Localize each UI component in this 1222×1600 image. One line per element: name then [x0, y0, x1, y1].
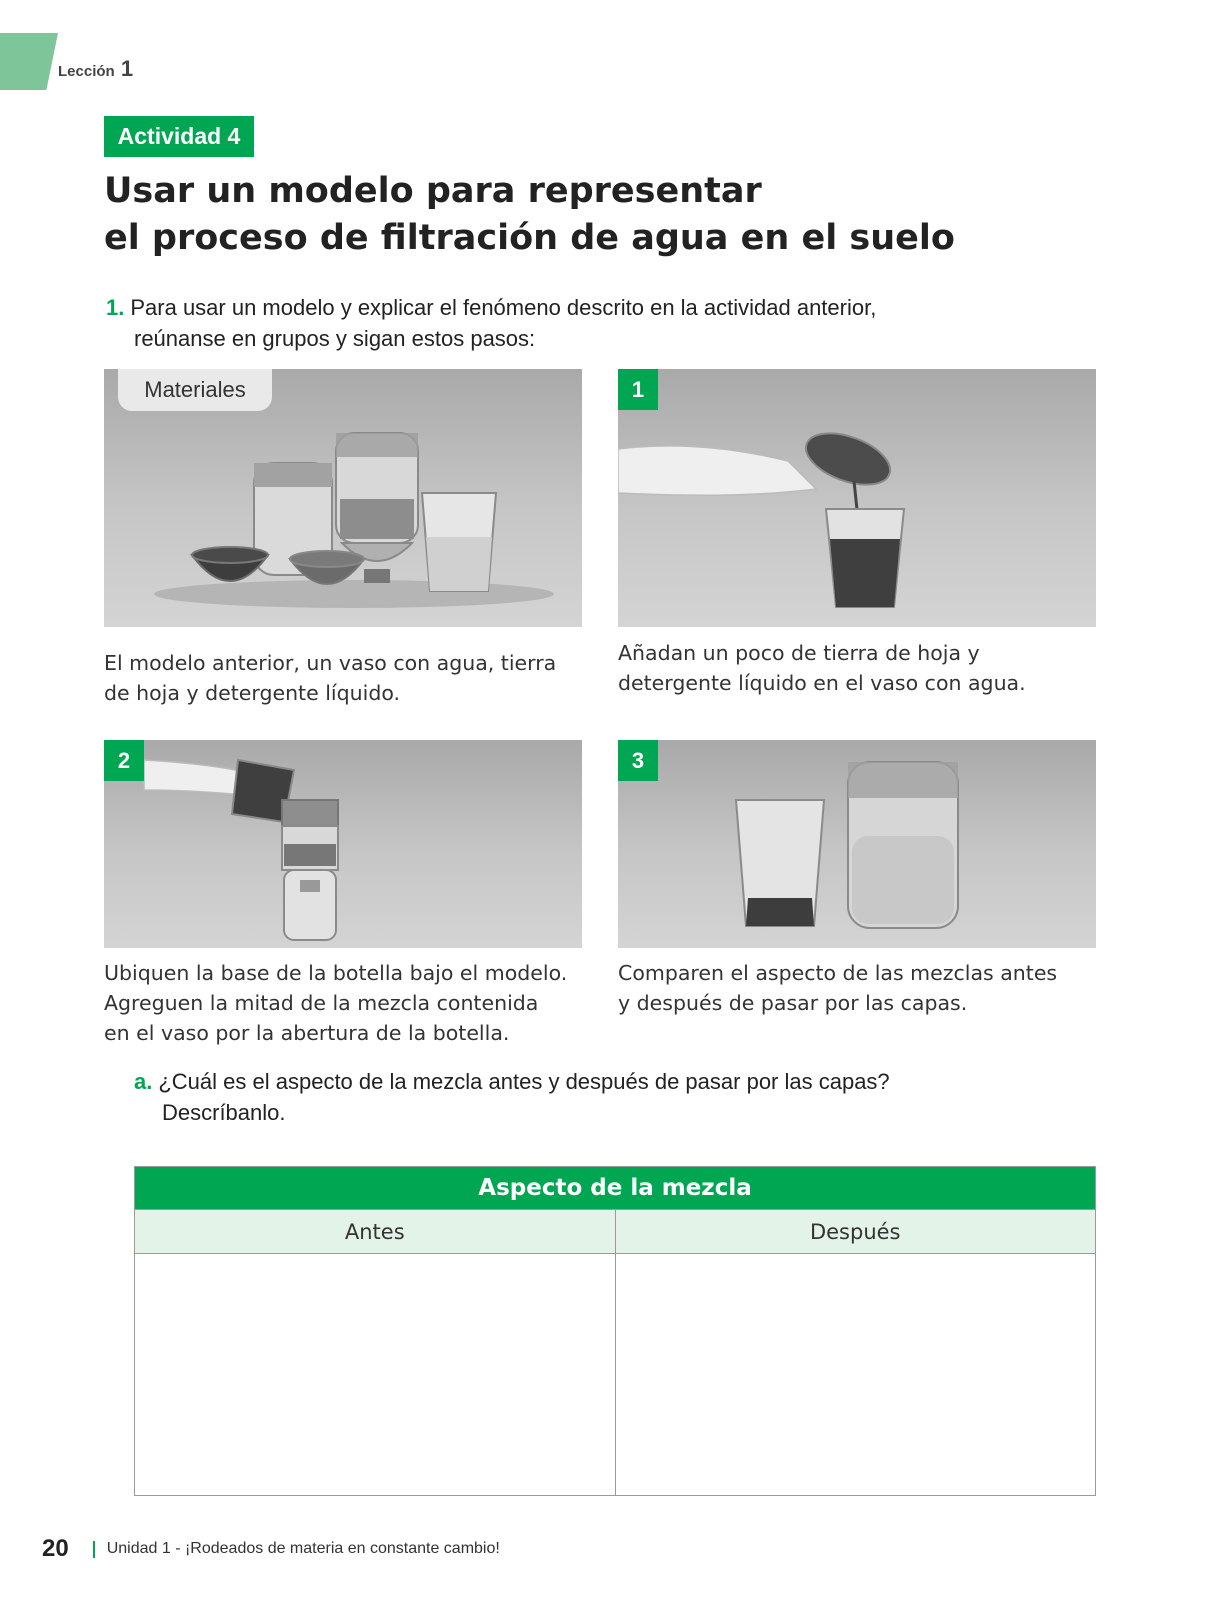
column-header-despues: Después: [615, 1210, 1096, 1253]
step-2-illustration: [104, 740, 582, 948]
step-1-illustration: [618, 369, 1096, 627]
lesson-number: 1: [120, 56, 134, 81]
materials-caption-line-2: de hoja y detergente líquido.: [104, 681, 401, 705]
step-3-caption-line-1: Comparen el aspecto de las mezclas antes: [618, 961, 1058, 985]
question-a-letter: a.: [134, 1069, 153, 1094]
step-3-illustration: [618, 740, 1096, 948]
question-a: [134, 1066, 1074, 1128]
materials-caption: [104, 648, 584, 708]
step-2-caption-line-1: Ubiquen la base de la botella bajo el modelo.: [104, 961, 568, 985]
mixture-table-title: Aspecto de la mezcla: [135, 1167, 1095, 1209]
step-2-caption-line-3: en el vaso por la abertura de la botella.: [104, 1021, 510, 1045]
footer-unit-text: Unidad 1 - ¡Rodeados de materia en constante cambio!: [106, 1540, 500, 1557]
column-header-antes: Antes: [344, 1219, 405, 1244]
lesson-label: [58, 56, 133, 82]
answer-cell-despues[interactable]: [615, 1254, 1096, 1496]
step-1-caption-line-1: Añadan un poco de tierra de hoja y: [618, 641, 980, 665]
page-footer: [42, 1534, 500, 1564]
step-3-caption-line-2: y después de pasar por las capas.: [618, 991, 968, 1015]
materials-caption-line-1: El modelo anterior, un vaso con agua, tierra: [104, 651, 557, 675]
step-1-number: 1.: [106, 295, 125, 320]
activity-badge: Actividad 4: [104, 116, 254, 157]
step-3-photo: [618, 740, 1096, 948]
step-2-badge: 2: [104, 740, 144, 781]
step-1-caption: [618, 638, 1098, 698]
step-2-caption: [104, 958, 604, 1048]
mixture-table: [134, 1166, 1096, 1496]
lesson-label-text: Lección: [58, 63, 115, 80]
footer-divider: [93, 1541, 95, 1558]
step-1-badge: 1: [618, 369, 658, 410]
page-title: [104, 168, 1104, 262]
step-1-caption-line-2: detergente líquido en el vaso con agua.: [618, 671, 1026, 695]
step-3-badge: 3: [618, 740, 658, 781]
corner-tab: [0, 33, 58, 90]
title-line-1: Usar un modelo para representar: [104, 171, 762, 211]
step-2-photo: [104, 740, 582, 948]
step-3-caption: [618, 958, 1098, 1018]
step-1-photo: [618, 369, 1096, 627]
mixture-table-column-headers: [135, 1209, 1095, 1254]
step-1-instruction: [106, 292, 1066, 354]
title-line-2: el proceso de filtración de agua en el suelo: [104, 218, 955, 258]
materials-photo: [104, 369, 582, 627]
question-a-line-2: Descríbanlo.: [162, 1100, 286, 1125]
step-2-caption-line-2: Agreguen la mitad de la mezcla contenida: [104, 991, 539, 1015]
step-1-line-2: reúnanse en grupos y sigan estos pasos:: [134, 326, 536, 351]
page-number: 20: [42, 1535, 69, 1562]
materials-tag: Materiales: [118, 369, 272, 411]
answer-cell-antes[interactable]: [135, 1254, 615, 1496]
question-a-line-1: ¿Cuál es el aspecto de la mezcla antes y después de pasar por las capas?: [158, 1069, 890, 1094]
mixture-table-body: [135, 1254, 1095, 1496]
step-1-line-1: Para usar un modelo y explicar el fenómeno descrito en la actividad anterior,: [130, 295, 877, 320]
